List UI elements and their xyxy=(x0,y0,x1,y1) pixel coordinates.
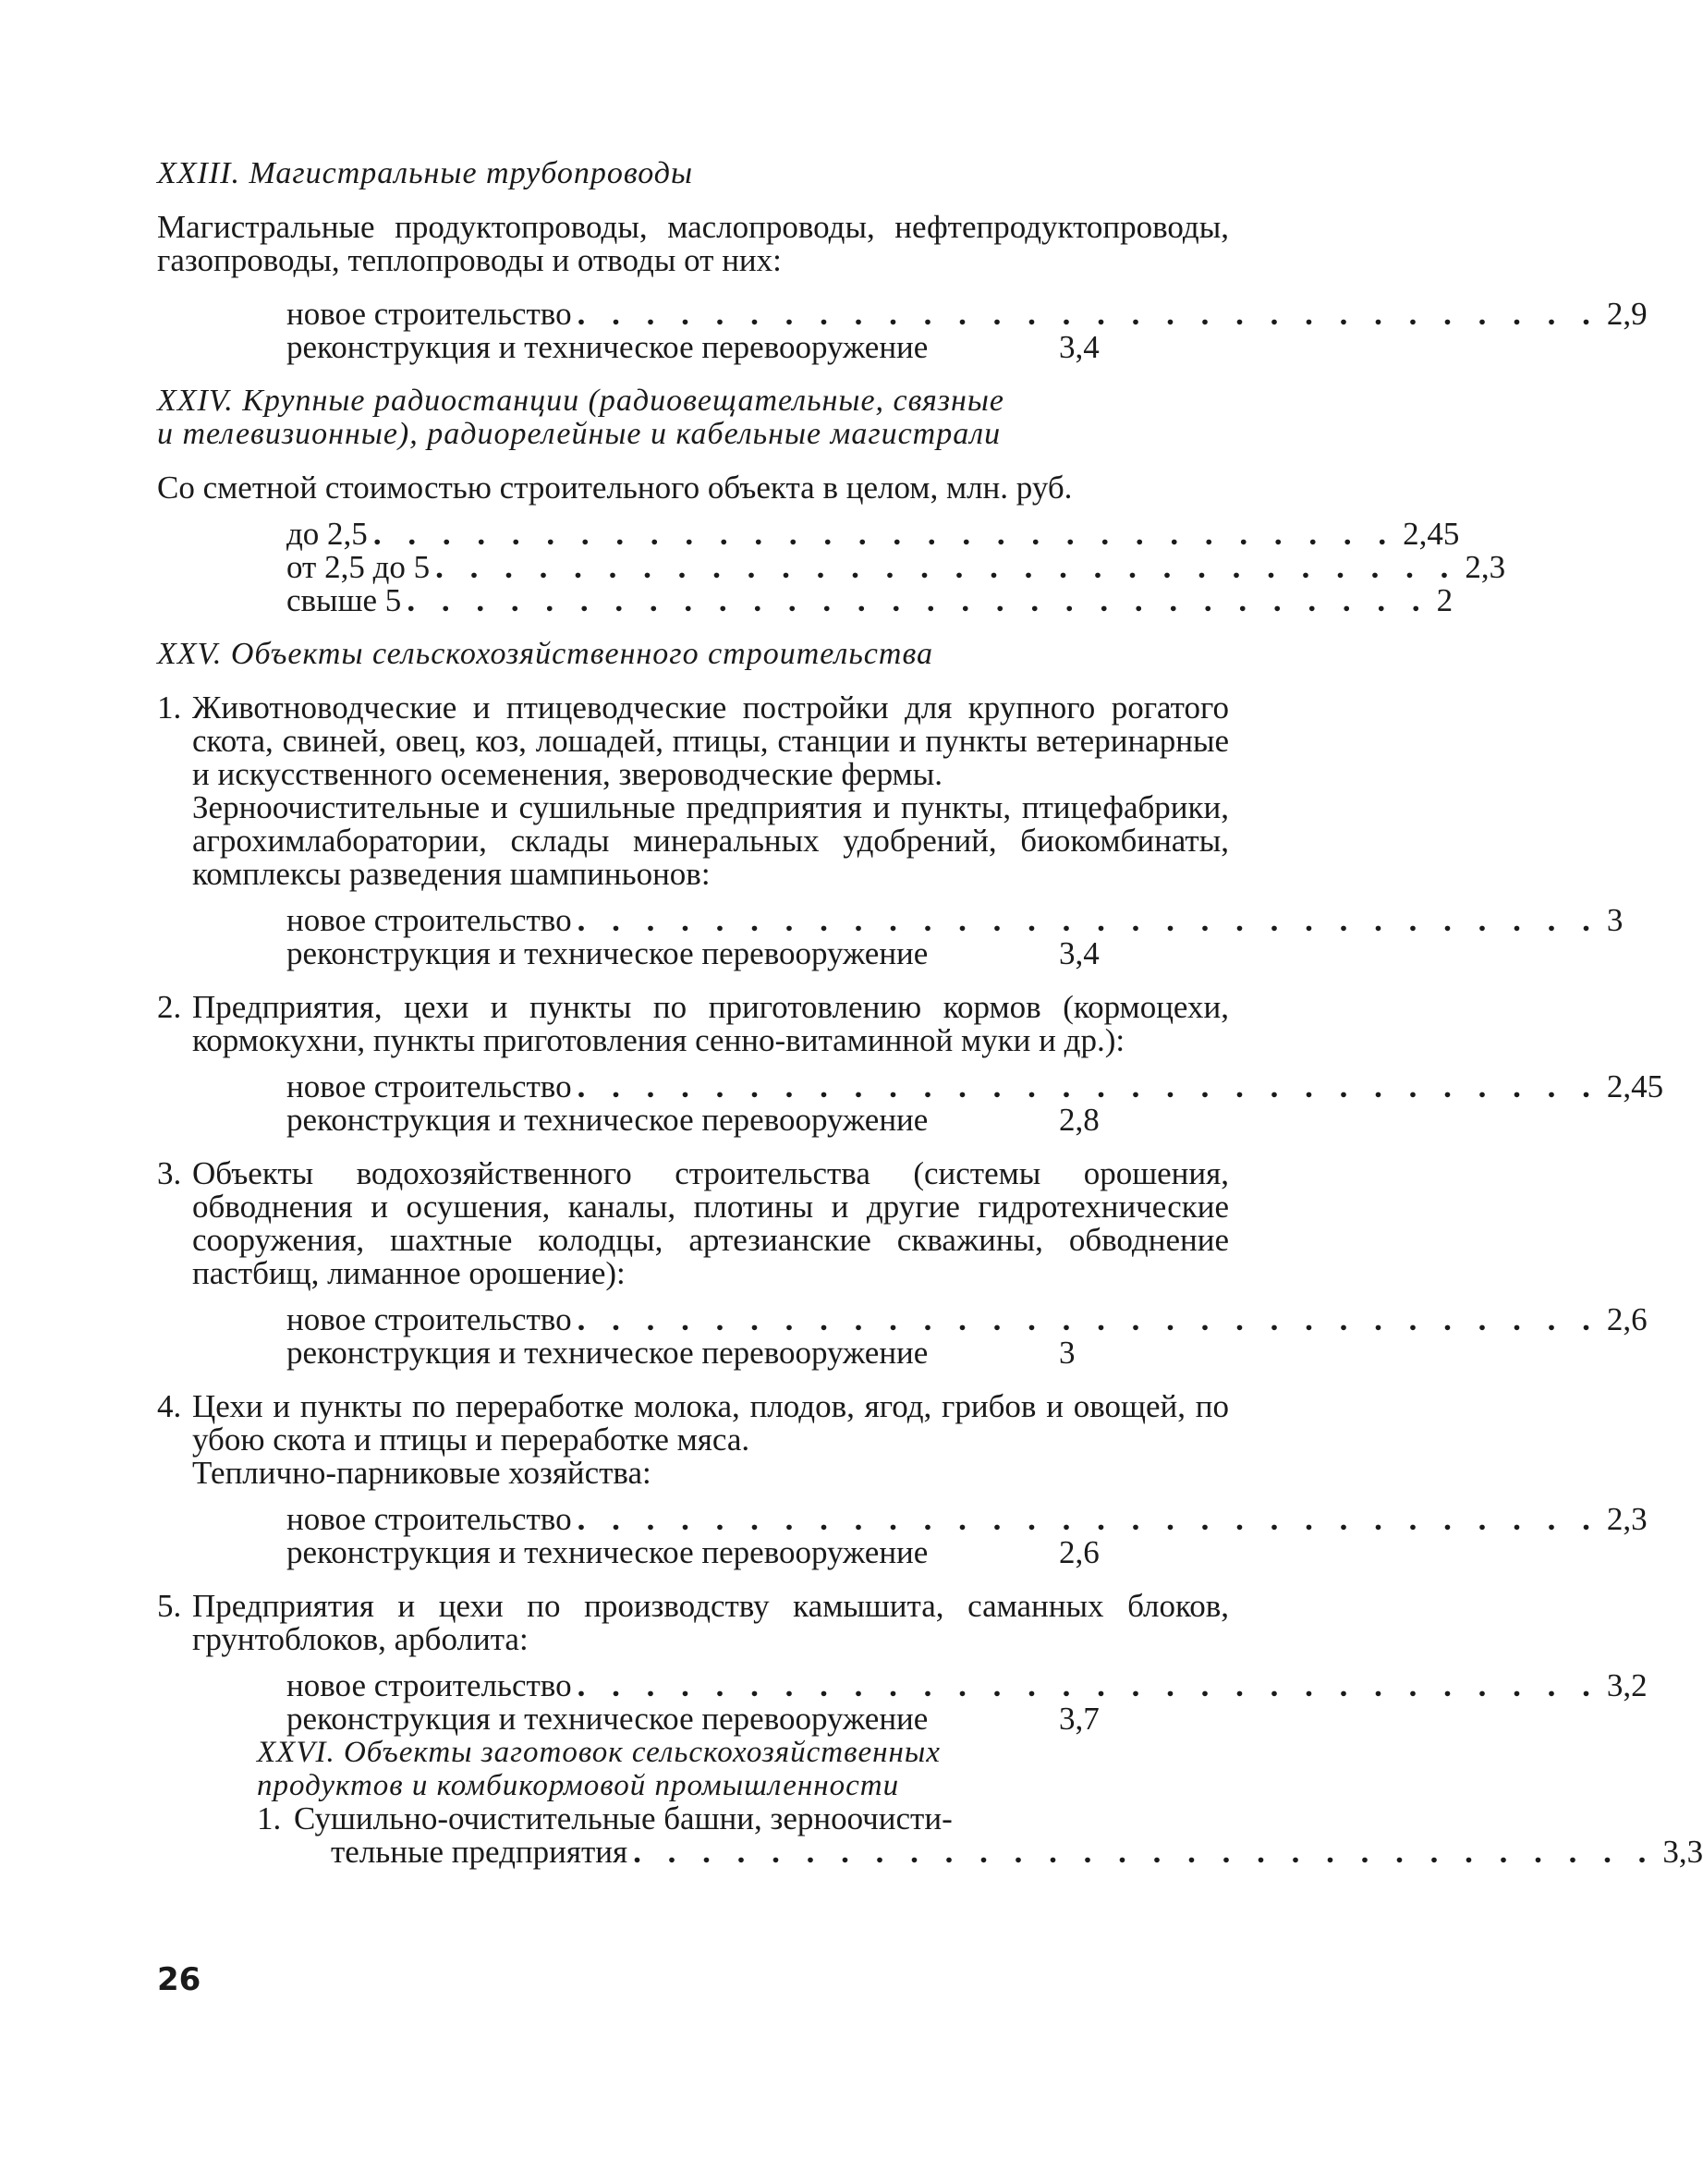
rate-value: 2,6 xyxy=(1606,1301,1648,1337)
rate-list xyxy=(286,1301,1648,1371)
rate-value: 3 xyxy=(1059,1335,1076,1371)
list-item xyxy=(157,691,1229,891)
item-text: Животноводческие и птицеводческие постройки для крупного рогатого скота, свиней, овец, коз, лошадей, птицы, станции и пункты ветеринарные и искусственного осеменения, звероводческие фермы. xyxy=(192,689,1229,792)
dot-leader: . . . . . . . . . . . . . . . . . . . . . . . . . . . . . . xyxy=(633,1834,1656,1870)
rate-label: тельные предприятия xyxy=(331,1834,628,1870)
item-text: Цехи и пункты по переработке молока, плодов, ягод, грибов и овощей, по убою скота и птицы и переработке мяса. xyxy=(192,1388,1229,1458)
rate-value: 2 xyxy=(1436,582,1454,618)
section-heading-line: продуктов и комбикормовой промышленности xyxy=(257,1769,900,1802)
section-text-xxiii: Магистральные продуктопроводы, маслопроводы, нефтепродуктопроводы, газопроводы, теплопроводы и отводы от них: xyxy=(157,209,1229,278)
rate-value: 2,6 xyxy=(1059,1534,1100,1570)
dot-leader: . . . . . . . . . . . . . . . . . . . . . . . . . . . . . . xyxy=(577,296,1600,332)
rate-value: 3,4 xyxy=(1059,935,1100,971)
rate-label: новое строительство xyxy=(286,1667,572,1703)
item-body xyxy=(192,1590,1229,1656)
item-text: Предприятия и цехи по производству камышита, саманных блоков, грунтоблоков, арболита: xyxy=(192,1588,1229,1657)
section-heading-line: и телевизионные), радиорелейные и кабельные магистрали xyxy=(157,417,1002,451)
rate-row xyxy=(286,582,1454,618)
rate-label: новое строительство xyxy=(286,1301,572,1337)
rate-row xyxy=(286,1501,1648,1537)
dot-leader: . . . . . . . . . . . . . . . . . . . . . . . . . . . . . . xyxy=(577,1301,1600,1337)
rate-value: 2,9 xyxy=(1606,296,1648,332)
list-item xyxy=(157,991,1229,1057)
rate-label: реконструкция и техническое перевооружение xyxy=(286,935,929,971)
rate-label: от 2,5 до 5 xyxy=(286,549,431,585)
item-number: 2. xyxy=(157,989,182,1025)
dot-leader: . . . . . . . . . . . . . . . . . . . . . . . . . . . . . . xyxy=(577,1068,1600,1104)
rate-value: 3 xyxy=(1606,902,1624,938)
section-text-xxiv: Со сметной стоимостью строительного объекта в целом, млн. руб. xyxy=(157,470,1073,506)
item-text: Сушильно-очистительные башни, зерноочисти- xyxy=(294,1800,953,1836)
item-text: Объекты водохозяйственного строительства (системы орошения, обводнения и осушения, каналы, плотины и другие гидротехнические сооружения, шахтные колодцы, артезианские скважины, обводнение пастбищ, лиманное орошение): xyxy=(192,1155,1229,1291)
rate-row xyxy=(286,1336,1118,1370)
rate-label: новое строительство xyxy=(286,902,572,938)
rate-label: свыше 5 xyxy=(286,582,402,618)
section-heading-xxiii: XXIII. Магистральные трубопроводы xyxy=(157,156,693,190)
rate-value: 3,3 xyxy=(1662,1834,1703,1870)
list-item xyxy=(257,1800,1703,1870)
item-number: 4. xyxy=(157,1388,182,1424)
rate-list xyxy=(286,1068,1664,1138)
dot-leader: . . . . . . . . . . . . . . . . . . . . . . . . . . . . . . xyxy=(435,549,1458,585)
item-body xyxy=(192,691,1229,891)
rate-label: до 2,5 xyxy=(286,516,368,552)
rate-label: реконструкция и техническое перевооружение xyxy=(286,1701,929,1737)
rate-label: реконструкция и техническое перевооружение xyxy=(286,1335,929,1371)
rate-row xyxy=(286,1536,1118,1569)
list-item xyxy=(157,1590,1229,1656)
document-page xyxy=(157,156,1703,1870)
section-heading-line: XXIV. Крупные радиостанции (радиовещательные, связные xyxy=(157,384,1004,418)
rate-value: 2,3 xyxy=(1606,1501,1648,1537)
item-body xyxy=(294,1800,1703,1870)
item-text: Теплично-парниковые хозяйства: xyxy=(192,1455,651,1491)
item-body xyxy=(192,1390,1229,1490)
rate-row xyxy=(286,937,1118,970)
list-item xyxy=(157,1157,1229,1290)
rate-row xyxy=(286,1068,1664,1104)
section-heading-xxvi xyxy=(257,1736,1144,1802)
item-body xyxy=(192,1157,1229,1290)
rate-label: реконструкция и техническое перевооружение xyxy=(286,329,929,365)
rate-list xyxy=(286,1501,1648,1570)
item-number: 1. xyxy=(157,689,182,726)
dot-leader: . . . . . . . . . . . . . . . . . . . . . . . . . . . . . . xyxy=(407,582,1429,618)
rate-row xyxy=(286,1104,1118,1137)
rate-label: новое строительство xyxy=(286,1068,572,1104)
rate-row xyxy=(286,296,1648,332)
rate-label: реконструкция и техническое перевооружение xyxy=(286,1534,929,1570)
rate-value: 2,45 xyxy=(1403,516,1460,552)
rate-label: новое строительство xyxy=(286,296,572,332)
rate-row xyxy=(286,902,1624,938)
dot-leader: . . . . . . . . . . . . . . . . . . . . . . . . . . . . . . xyxy=(577,902,1600,938)
section-xxvi xyxy=(257,1736,1703,1870)
rate-row xyxy=(286,549,1506,585)
dot-leader: . . . . . . . . . . . . . . . . . . . . . . . . . . . . . . xyxy=(372,516,1396,552)
rate-value: 3,4 xyxy=(1059,329,1100,365)
rate-row xyxy=(286,516,1460,552)
item-text: Зерноочистительные и сушильные предприятия и пункты, птицефабрики, агрохимлаборатории, склады минеральных удобрений, биокомбинаты, комплексы разведения шампиньонов: xyxy=(192,789,1229,892)
rate-list xyxy=(286,1667,1648,1737)
item-body xyxy=(192,991,1229,1057)
rate-row xyxy=(294,1834,1703,1870)
item-number: 3. xyxy=(157,1155,182,1191)
rate-list-xxiii xyxy=(286,296,1648,365)
item-number: 1. xyxy=(257,1800,282,1836)
rate-row xyxy=(286,1301,1648,1337)
section-heading-line: XXVI. Объекты заготовок сельскохозяйственных xyxy=(257,1736,941,1769)
page-number: 26 xyxy=(157,1961,201,1998)
rate-label: новое строительство xyxy=(286,1501,572,1537)
list-item xyxy=(157,1390,1229,1490)
item-number: 5. xyxy=(157,1588,182,1624)
dot-leader: . . . . . . . . . . . . . . . . . . . . . . . . . . . . . . xyxy=(577,1501,1600,1537)
section-heading-xxiv xyxy=(157,384,1229,451)
rate-row xyxy=(286,1667,1648,1703)
rate-value: 2,3 xyxy=(1465,549,1506,585)
dot-leader: . . . . . . . . . . . . . . . . . . . . . . . . . . . . . . xyxy=(577,1667,1600,1703)
rate-label: реконструкция и техническое перевооружение xyxy=(286,1102,929,1138)
rate-row xyxy=(286,331,1118,364)
rate-list-xxiv xyxy=(286,516,1506,618)
item-text: Предприятия, цехи и пункты по приготовлению кормов (кормоцехи, кормокухни, пункты приготовления сенно-витаминной муки и др.): xyxy=(192,989,1229,1058)
section-heading-xxv: XXV. Объекты сельскохозяйственного строительства xyxy=(157,637,933,671)
rate-row xyxy=(286,1702,1118,1736)
rate-value: 2,45 xyxy=(1606,1068,1664,1104)
rate-value: 2,8 xyxy=(1059,1102,1100,1138)
rate-value: 3,7 xyxy=(1059,1701,1100,1737)
rate-value: 3,2 xyxy=(1606,1667,1648,1703)
rate-list xyxy=(286,902,1624,971)
